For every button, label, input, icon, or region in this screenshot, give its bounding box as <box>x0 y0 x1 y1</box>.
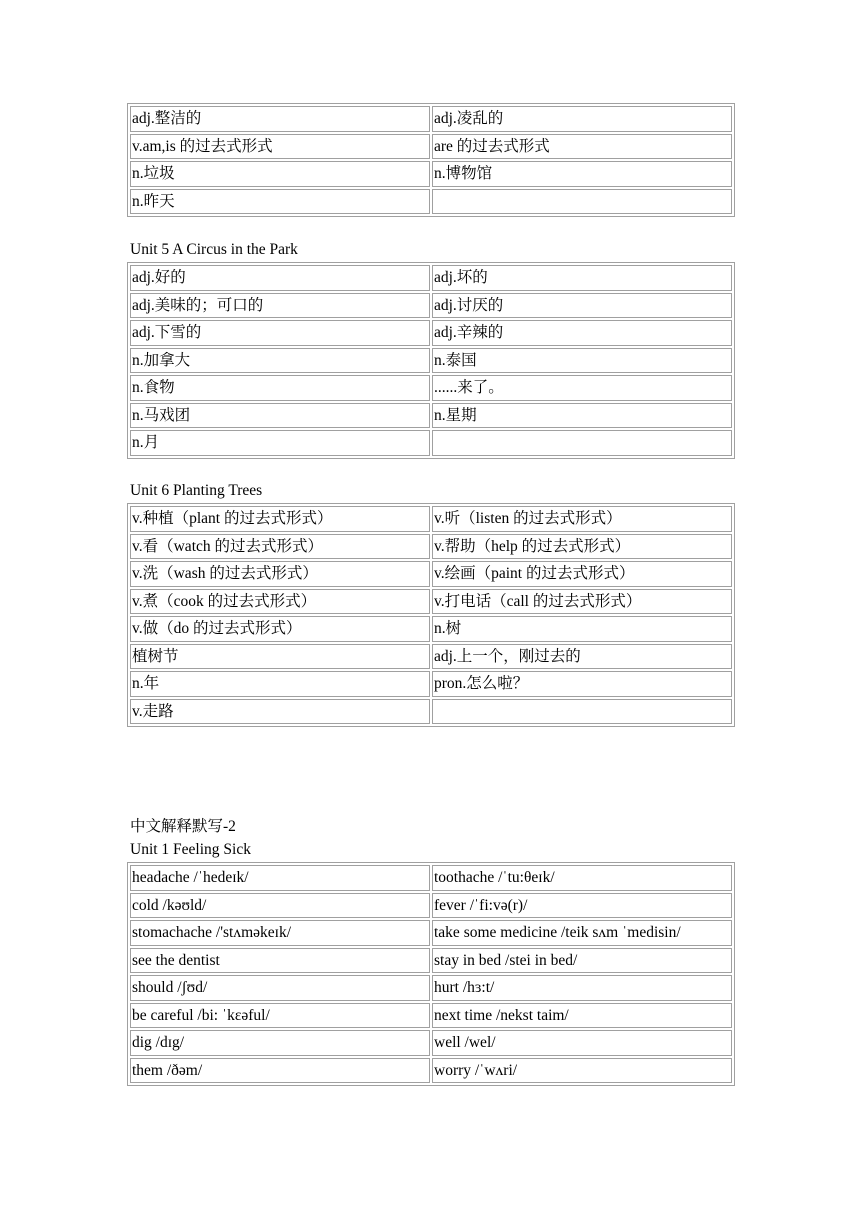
cell-left: adj.下雪的 <box>130 320 430 346</box>
cell-right: ......来了。 <box>432 375 732 401</box>
cell-right: v.绘画（paint 的过去式形式） <box>432 561 732 587</box>
table-row <box>130 1030 732 1056</box>
cell-left: see the dentist <box>130 948 430 974</box>
table-row <box>130 134 732 160</box>
cell-left: adj.美味的；可口的 <box>130 293 430 319</box>
cell-left: n.马戏团 <box>130 403 430 429</box>
vocab-table-unit4-continued <box>127 103 734 217</box>
table-row <box>130 920 732 946</box>
dictation-title: 中文解释默写-2 <box>130 818 236 835</box>
cell-right: fever /ˈfi:və(r)/ <box>432 893 732 919</box>
table-row <box>130 534 732 560</box>
cell-right: adj.坏的 <box>432 265 732 291</box>
table-row <box>130 1058 732 1084</box>
cell-left: v.洗（wash 的过去式形式） <box>130 561 430 587</box>
cell-right <box>432 189 732 215</box>
cell-right: n.树 <box>432 616 732 642</box>
table-row <box>130 893 732 919</box>
cell-left: n.昨天 <box>130 189 430 215</box>
table-row <box>130 644 732 670</box>
cell-left: dig /dɪg/ <box>130 1030 430 1056</box>
cell-left: them /ðəm/ <box>130 1058 430 1084</box>
table-row <box>130 948 732 974</box>
cell-right <box>432 430 732 456</box>
table-row <box>130 561 732 587</box>
cell-right: adj.上一个，刚过去的 <box>432 644 732 670</box>
table-row <box>130 189 732 215</box>
cell-left: n.年 <box>130 671 430 697</box>
unit1-heading: Unit 1 Feeling Sick <box>130 841 251 858</box>
cell-right: next time /nekst taim/ <box>432 1003 732 1029</box>
cell-right: worry /ˈwʌri/ <box>432 1058 732 1084</box>
cell-right: v.听（listen 的过去式形式） <box>432 506 732 532</box>
table-row <box>130 403 732 429</box>
vocab-table <box>127 103 735 217</box>
cell-left: 植树节 <box>130 644 430 670</box>
table-row <box>130 1003 732 1029</box>
cell-left: should /ʃʊd/ <box>130 975 430 1001</box>
cell-right: well /wel/ <box>432 1030 732 1056</box>
vocab-table <box>127 503 735 727</box>
table-row <box>130 265 732 291</box>
table-row <box>130 975 732 1001</box>
table-row <box>130 293 732 319</box>
cell-right: hurt /hɜ:t/ <box>432 975 732 1001</box>
cell-left: v.种植（plant 的过去式形式） <box>130 506 430 532</box>
unit5-heading: Unit 5 A Circus in the Park <box>130 241 298 258</box>
cell-left: n.垃圾 <box>130 161 430 187</box>
cell-left: be careful /bi: ˈkɛəful/ <box>130 1003 430 1029</box>
cell-right: n.星期 <box>432 403 732 429</box>
table-row <box>130 506 732 532</box>
cell-right: v.打电话（call 的过去式形式） <box>432 589 732 615</box>
cell-right: adj.凌乱的 <box>432 106 732 132</box>
cell-left: v.走路 <box>130 699 430 725</box>
table-row <box>130 320 732 346</box>
vocab-table-unit5 <box>127 262 734 459</box>
vocab-table <box>127 262 735 459</box>
cell-left: headache /ˈhedeɪk/ <box>130 865 430 891</box>
vocab-table-unit6 <box>127 503 734 727</box>
table-row <box>130 589 732 615</box>
table-row <box>130 161 732 187</box>
table-row <box>130 106 732 132</box>
cell-left: cold /kəʊld/ <box>130 893 430 919</box>
table-row <box>130 616 732 642</box>
table-row <box>130 671 732 697</box>
vocab-table <box>127 862 735 1086</box>
cell-left: stomachache /'stʌməkeɪk/ <box>130 920 430 946</box>
cell-right: take some medicine /teik sʌm ˈmedisin/ <box>432 920 732 946</box>
cell-left: adj.整洁的 <box>130 106 430 132</box>
cell-right: stay in bed /stei in bed/ <box>432 948 732 974</box>
cell-right: v.帮助（help 的过去式形式） <box>432 534 732 560</box>
table-row <box>130 865 732 891</box>
table-row <box>130 699 732 725</box>
cell-left: v.做（do 的过去式形式） <box>130 616 430 642</box>
table-row <box>130 430 732 456</box>
unit6-heading: Unit 6 Planting Trees <box>130 482 263 499</box>
cell-right: n.博物馆 <box>432 161 732 187</box>
cell-left: v.煮（cook 的过去式形式） <box>130 589 430 615</box>
cell-left: adj.好的 <box>130 265 430 291</box>
cell-right: adj.辛辣的 <box>432 320 732 346</box>
cell-left: v.看（watch 的过去式形式） <box>130 534 430 560</box>
cell-right: toothache /ˈtu:θeɪk/ <box>432 865 732 891</box>
cell-right: are 的过去式形式 <box>432 134 732 160</box>
table-row <box>130 375 732 401</box>
cell-left: v.am,is 的过去式形式 <box>130 134 430 160</box>
cell-right <box>432 699 732 725</box>
cell-left: n.加拿大 <box>130 348 430 374</box>
cell-right: pron.怎么啦？ <box>432 671 732 697</box>
table-row <box>130 348 732 374</box>
vocab-table-unit1 <box>127 862 734 1086</box>
cell-right: n.泰国 <box>432 348 732 374</box>
cell-right: adj.讨厌的 <box>432 293 732 319</box>
cell-left: n.食物 <box>130 375 430 401</box>
cell-left: n.月 <box>130 430 430 456</box>
